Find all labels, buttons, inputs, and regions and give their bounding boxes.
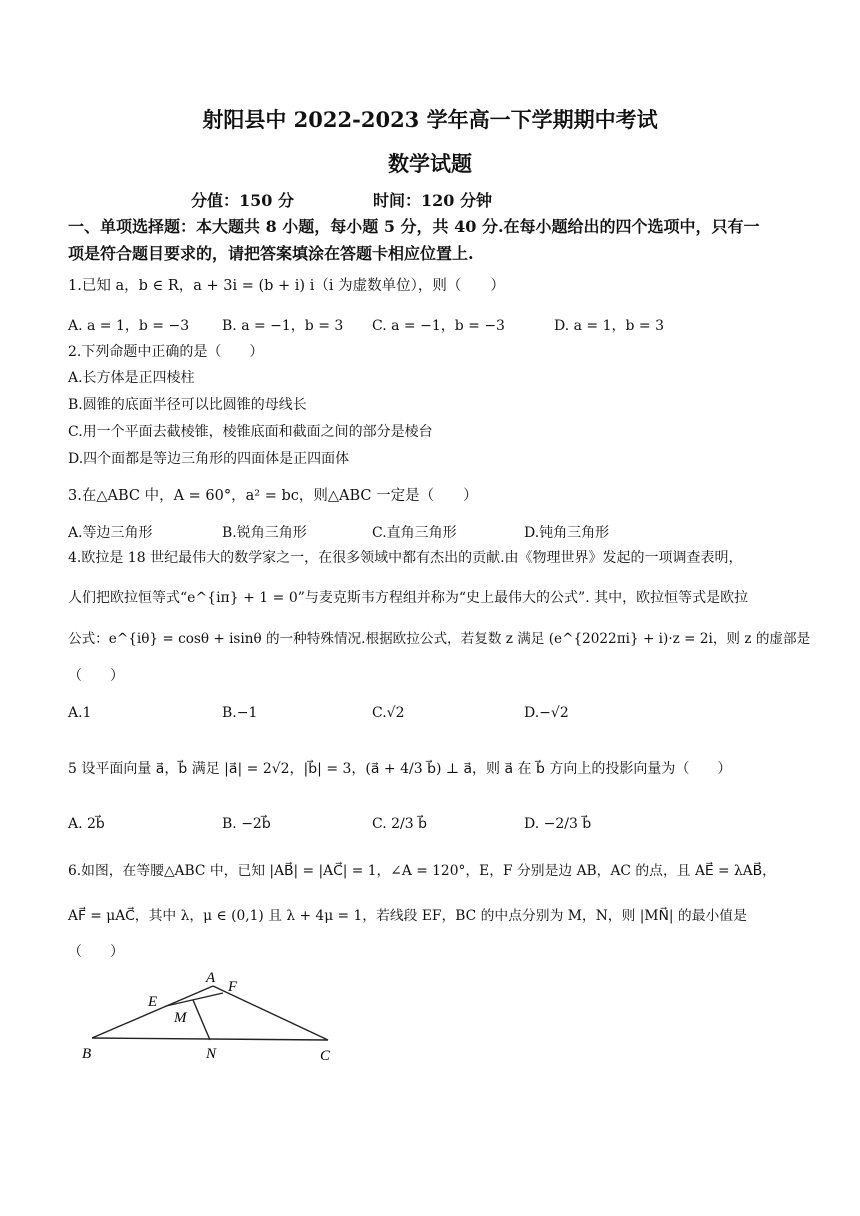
q1-option-c: C. a = −1，b = −3 (372, 318, 505, 334)
label-n: N (206, 1046, 217, 1062)
q2-stem: 2.下列命题中正确的是（ ） (68, 344, 264, 360)
q3-stem: 3.在△ABC 中，A = 60°，a² = bc，则△ABC 一定是（ ） (68, 488, 478, 504)
label-a: A (206, 970, 216, 986)
q2-option-b: B.圆锥的底面半径可以比圆锥的母线长 (68, 397, 307, 413)
q4-option-d: D.−√2 (524, 705, 569, 721)
q4-option-b: B.−1 (222, 705, 258, 721)
q2-option-d: D.四个面都是等边三角形的四面体是正四面体 (68, 451, 350, 467)
q4-line3: 公式：e^{iθ} = cosθ + isinθ 的一种特殊情况.根据欧拉公式，若复数 z 满足 (e^{2022πi} + i)·z = 2i，则 z 的虚部是 (68, 631, 811, 647)
q2-option-c: C.用一个平面去截棱锥，棱锥底面和截面之间的部分是棱台 (68, 424, 433, 440)
section-heading-line1: 一、单项选择题：本大题共 8 小题，每小题 5 分，共 40 分.在每小题给出的四个选项中，只有一 (68, 217, 760, 236)
q5-option-a: A. 2b⃗ (68, 816, 105, 832)
q1-option-a: A. a = 1，b = −3 (68, 318, 190, 334)
q4-line4: （ ） (68, 668, 124, 684)
q5-option-b: B. −2b⃗ (222, 816, 271, 832)
q6-line2: AF⃗ = μAC⃗，其中 λ，μ ∈ (0,1) 且 λ + 4μ = 1，若线段 EF，BC 的中点分别为 M，N，则 |MN⃗| 的最小值是 (68, 908, 747, 924)
q3-option-c: C.直角三角形 (372, 525, 457, 541)
segment-mn (193, 1000, 210, 1040)
figure-lines (92, 986, 328, 1040)
q2-option-a: A.长方体是正四棱柱 (68, 370, 195, 386)
label-f: F (228, 979, 238, 995)
q4-line1: 4.欧拉是 18 世纪最伟大的数学家之一，在很多领域中都有杰出的贡献.由《物理世界》发起的一项调查表明， (68, 550, 743, 566)
q1-option-b: B. a = −1，b = 3 (222, 318, 344, 334)
section-heading-line2: 项是符合题目要求的，请把答案填涂在答题卡相应位置上. (68, 244, 474, 263)
exam-title: 射阳县中 2022-2023 学年高一下学期期中考试 (202, 107, 658, 132)
q1-stem: 1.已知 a，b ∈ R，a + 3i = (b + i) i（i 为虚数单位），则（ ） (68, 278, 505, 294)
label-e: E (148, 994, 158, 1010)
q6-line3: （ ） (68, 944, 124, 960)
q3-option-d: D.钝角三角形 (524, 525, 610, 541)
q4-option-c: C.√2 (372, 705, 405, 721)
exam-subject: 数学试题 (388, 151, 472, 176)
q1-option-d: D. a = 1，b = 3 (554, 318, 665, 334)
q5-option-c: C. 2/3 b⃗ (372, 816, 427, 832)
q5-stem: 5 设平面向量 a⃗，b⃗ 满足 |a⃗| = 2√2，|b⃗| = 3，(a⃗ + 4/3 b⃗) ⊥ a⃗，则 a⃗ 在 b⃗ 方向上的投影向量为（ ） (68, 761, 732, 777)
label-c: C (320, 1048, 331, 1064)
q6-line1: 6.如图，在等腰△ABC 中，已知 |AB⃗| = |AC⃗| = 1，∠A = 120°，E，F 分别是边 AB，AC 的点，且 AE⃗ = λAB⃗， (68, 863, 776, 879)
time-info: 时间：120 分钟 (373, 191, 492, 210)
q4-option-a: A.1 (68, 705, 92, 721)
q5-option-d: D. −2/3 b⃗ (524, 816, 592, 832)
label-m: M (174, 1010, 187, 1026)
q4-line2: 人们把欧拉恒等式“e^{iπ} + 1 = 0”与麦克斯韦方程组并称为“史上最伟大的公式”. 其中，欧拉恒等式是欧拉 (68, 590, 749, 606)
triangle-figure (70, 960, 350, 1070)
score-info: 分值：150 分 (191, 191, 294, 210)
label-b: B (82, 1046, 92, 1062)
q3-option-a: A.等边三角形 (68, 525, 153, 541)
q3-option-b: B.锐角三角形 (222, 525, 307, 541)
